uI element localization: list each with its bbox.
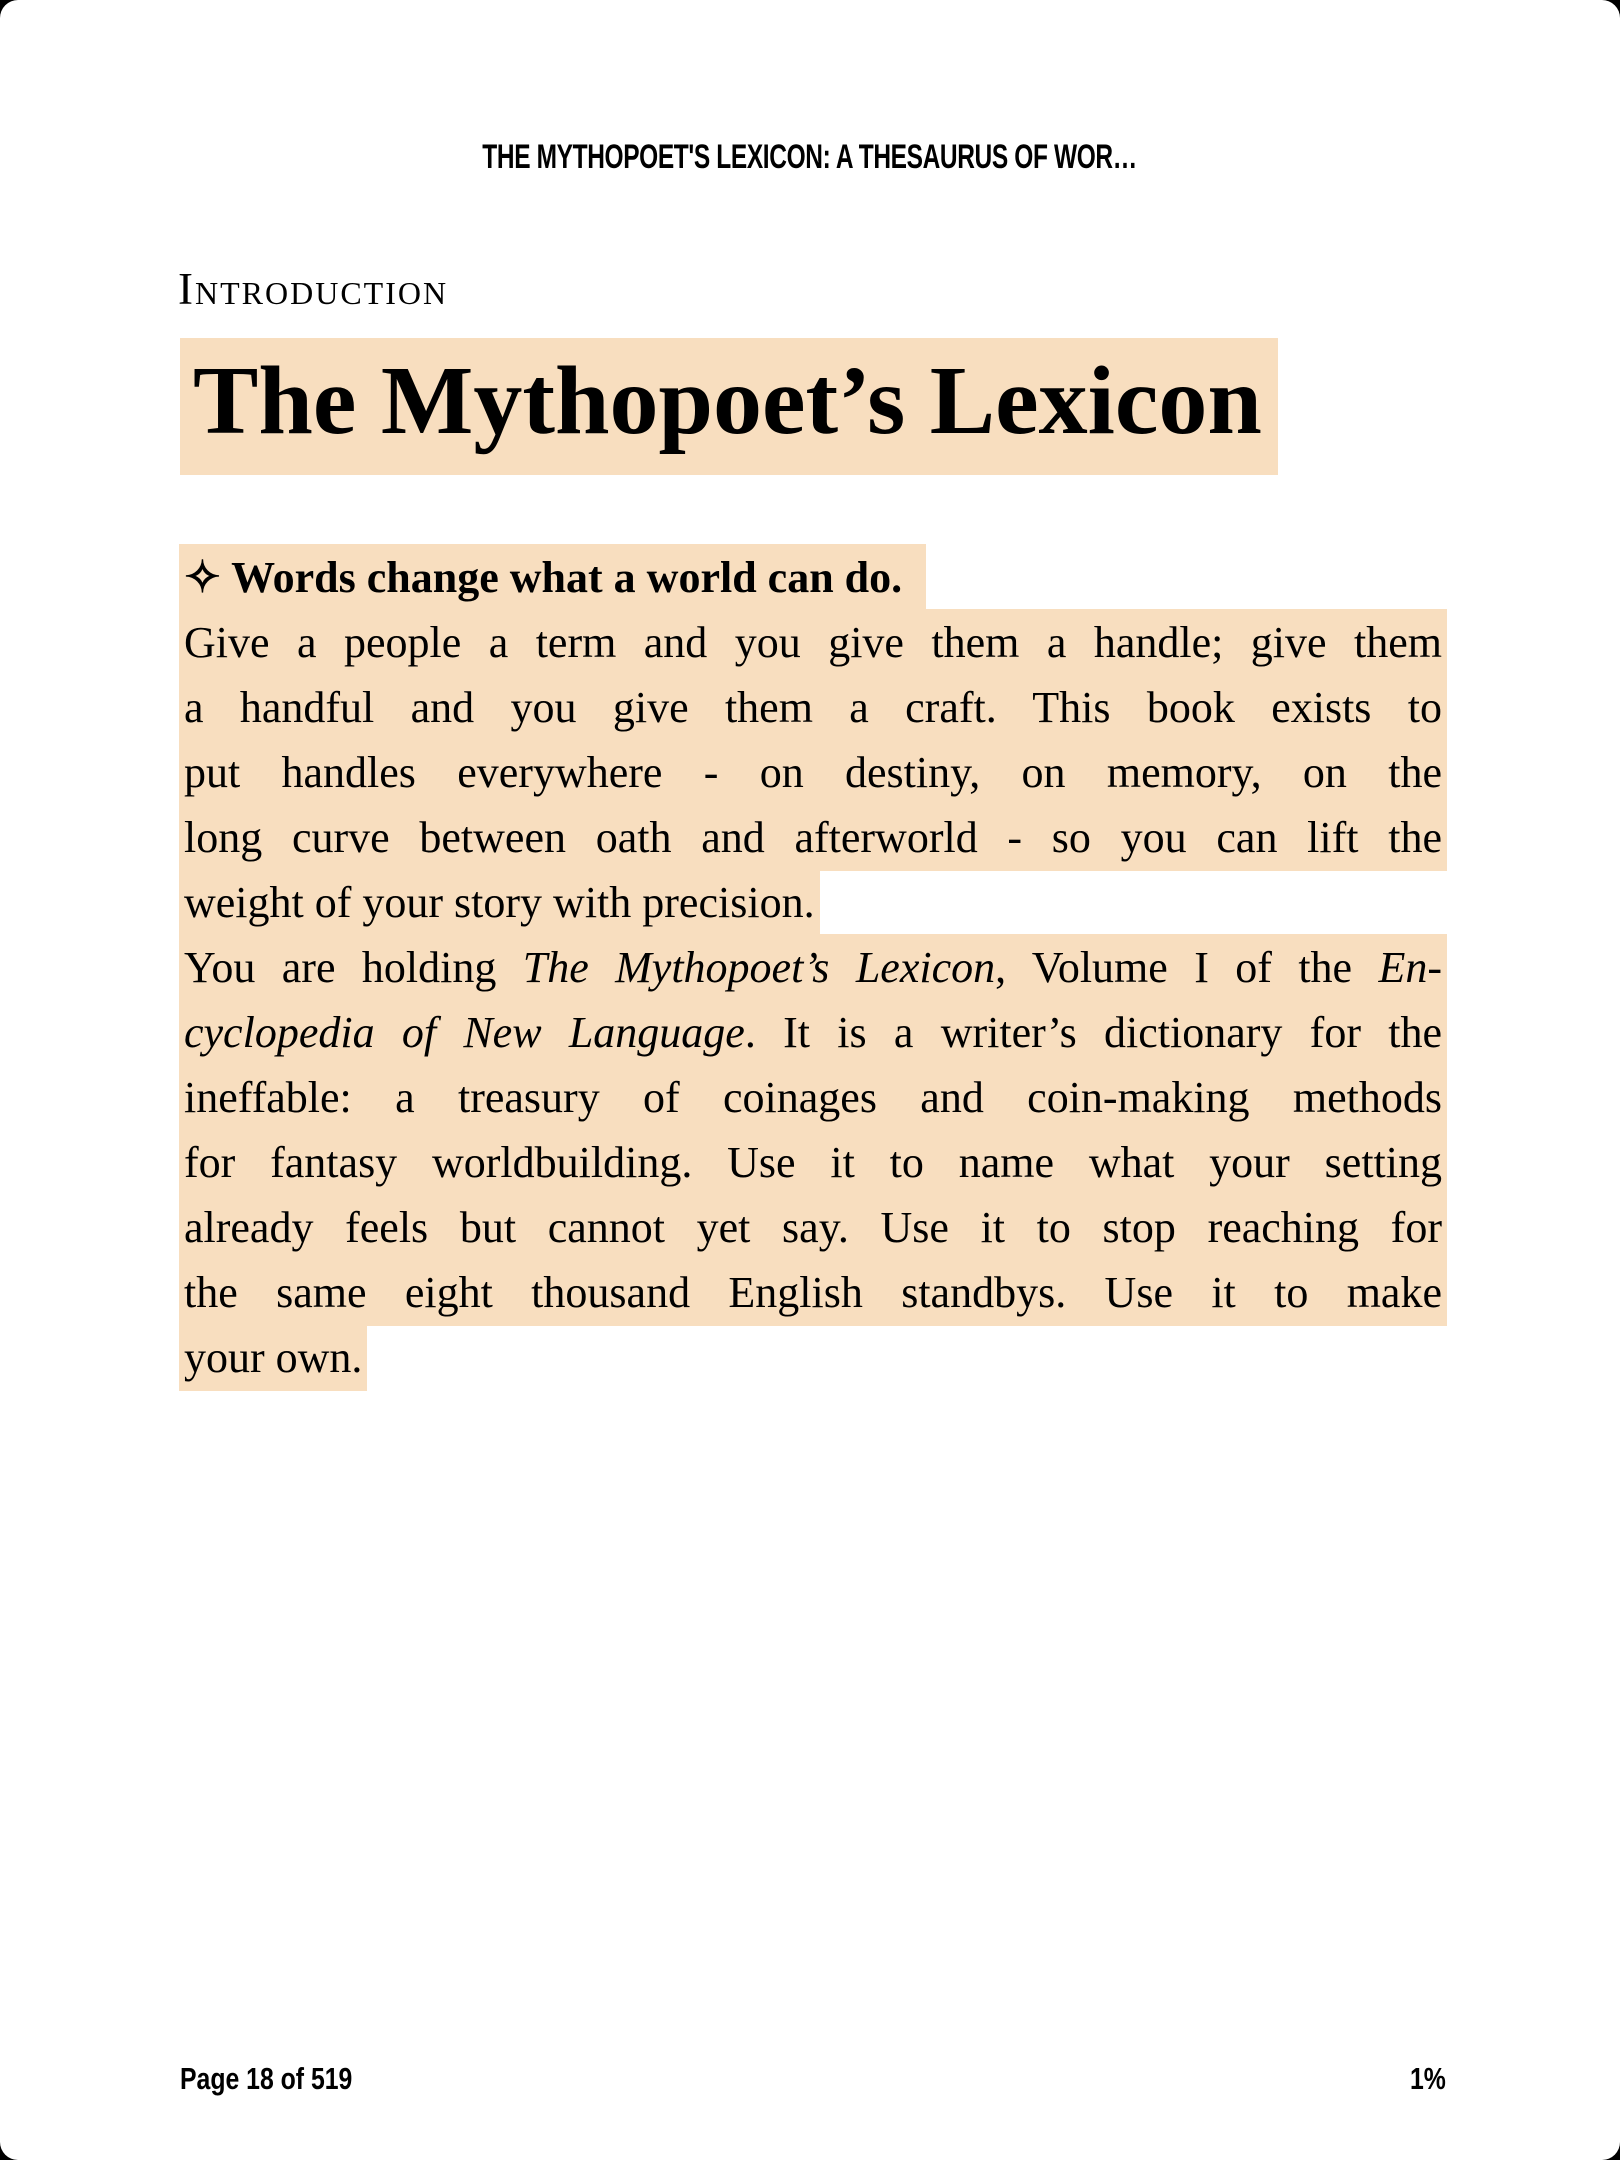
text-line xyxy=(184,935,1442,1000)
highlighted-text[interactable] xyxy=(179,1324,367,1391)
text-segment: your own. xyxy=(184,1333,363,1382)
text-segment: , Volume I of the xyxy=(995,943,1379,992)
text-line xyxy=(184,545,1442,610)
highlighted-text[interactable] xyxy=(179,934,1447,1001)
book-title-header xyxy=(0,140,1620,174)
progress-percent: 1% xyxy=(1410,2061,1446,2096)
text-line xyxy=(184,1195,1442,1260)
highlighted-text[interactable] xyxy=(179,609,1447,676)
text-segment: already feels but cannot yet say. Use it to stop reaching for xyxy=(184,1203,1442,1252)
text-segment: for fantasy worldbuilding. Use it to name what your setting xyxy=(184,1138,1442,1187)
highlighted-text[interactable] xyxy=(179,999,1447,1066)
text-line xyxy=(184,805,1442,870)
highlighted-text[interactable] xyxy=(179,1194,1447,1261)
text-line xyxy=(184,675,1442,740)
highlighted-text[interactable] xyxy=(179,804,1447,871)
highlighted-text[interactable] xyxy=(179,544,926,611)
text-segment: put handles everywhere - on destiny, on memory, on the xyxy=(184,748,1442,797)
highlighted-text[interactable] xyxy=(179,1129,1447,1196)
text-segment: long curve between oath and afterworld - so you can lift the xyxy=(184,813,1442,862)
highlighted-text[interactable] xyxy=(179,1259,1447,1326)
text-line xyxy=(184,740,1442,805)
text-line xyxy=(184,1325,1442,1390)
book-title-header-text: THE MYTHOPOET'S LEXICON: A THESAURUS OF WOR… xyxy=(482,138,1138,176)
text-line xyxy=(184,870,1442,935)
text-line xyxy=(184,1130,1442,1195)
page-indicator: Page 18 of 519 xyxy=(180,2061,353,2096)
text-segment: ineffable: a treasury of coinages and coin-making methods xyxy=(184,1073,1442,1122)
text-segment: the same eight thousand English standbys. Use it to make xyxy=(184,1268,1442,1317)
text-segment: Give a people a term and you give them a handle; give them xyxy=(184,618,1442,667)
text-line xyxy=(184,1000,1442,1065)
text-segment: ✧ Words change what a world can do. xyxy=(184,553,903,602)
chapter-title xyxy=(180,338,1278,475)
body-text xyxy=(184,545,1442,1390)
highlighted-text[interactable] xyxy=(179,674,1447,741)
text-line xyxy=(184,610,1442,675)
text-segment: a handful and you give them a craft. This book exists to xyxy=(184,683,1442,732)
text-segment: En- xyxy=(1378,943,1443,992)
text-segment: weight of your story with precision. xyxy=(184,878,815,927)
text-segment: You are holding xyxy=(184,943,523,992)
text-segment: The Mythopoet’s Lexicon xyxy=(522,943,996,992)
text-line xyxy=(184,1065,1442,1130)
highlighted-text[interactable] xyxy=(179,869,820,936)
text-segment: . It is a writer’s dictionary for the xyxy=(744,1008,1442,1057)
highlighted-text[interactable] xyxy=(179,739,1447,806)
text-line xyxy=(184,1260,1442,1325)
text-segment: cyclopedia of New Language xyxy=(184,1008,745,1057)
highlighted-text[interactable] xyxy=(179,1064,1447,1131)
chapter-title-highlight[interactable]: The Mythopoet’s Lexicon xyxy=(180,338,1278,475)
reader-footer xyxy=(180,2062,1446,2096)
section-label: Introduction xyxy=(178,264,449,314)
